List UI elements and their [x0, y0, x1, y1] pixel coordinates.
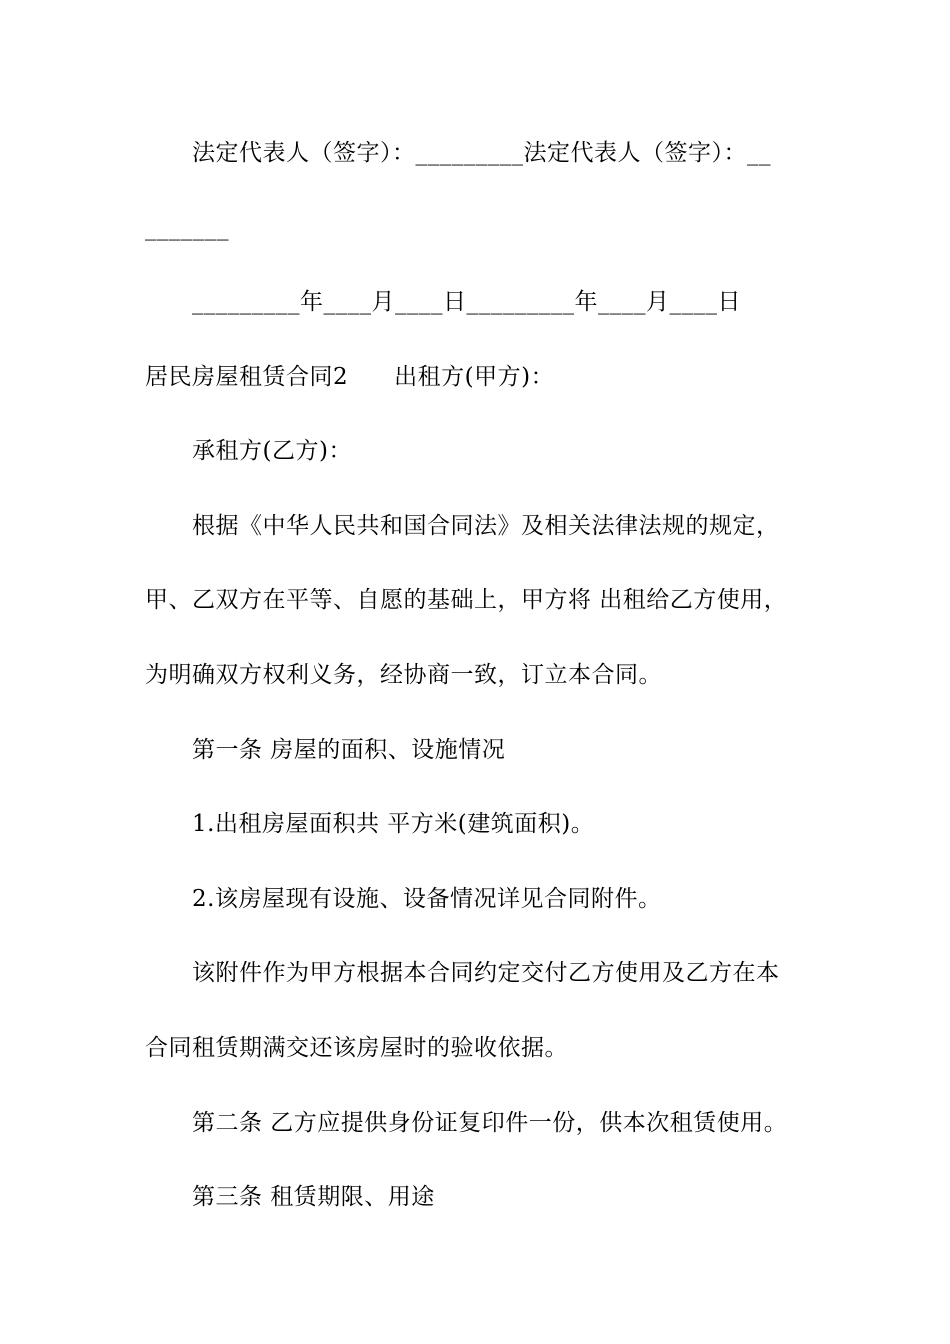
clause-item: 2.该房屋现有设施、设备情况详见合同附件。: [192, 886, 662, 912]
paragraph-line: 为明确双方权利义务，经协商一致，订立本合同。: [145, 662, 662, 688]
signature-line-continued: _______: [145, 215, 229, 241]
paragraph-line: 该附件作为甲方根据本合同约定交付乙方使用及乙方在本: [192, 960, 780, 986]
lessor-label: 出租方(甲方)：: [394, 364, 555, 390]
signature-line: 法定代表人（签字）：_________法定代表人（签字）：__: [192, 140, 771, 166]
contract-title-line: [145, 362, 815, 392]
clause-item: 1.出租房屋面积共 平方米(建筑面积)。: [192, 811, 595, 837]
paragraph-line: 根据《中华人民共和国合同法》及相关法律法规的规定，: [192, 513, 780, 539]
paragraph-line: 合同租赁期满交还该房屋时的验收依据。: [145, 1035, 568, 1061]
article-heading: 第一条 房屋的面积、设施情况: [192, 737, 506, 763]
date-line: _________年____月____日_________年____月____日: [192, 289, 741, 315]
lessee-label: 承租方(乙方)：: [192, 438, 352, 464]
contract-title: 居民房屋租赁合同2: [145, 364, 349, 390]
article-heading: 第二条 乙方应提供身份证复印件一份，供本次租赁使用。: [192, 1110, 788, 1136]
paragraph-line: 甲、乙双方在平等、自愿的基础上，甲方将 出租给乙方使用，: [145, 587, 788, 613]
article-heading: 第三条 租赁期限、用途: [192, 1184, 435, 1210]
